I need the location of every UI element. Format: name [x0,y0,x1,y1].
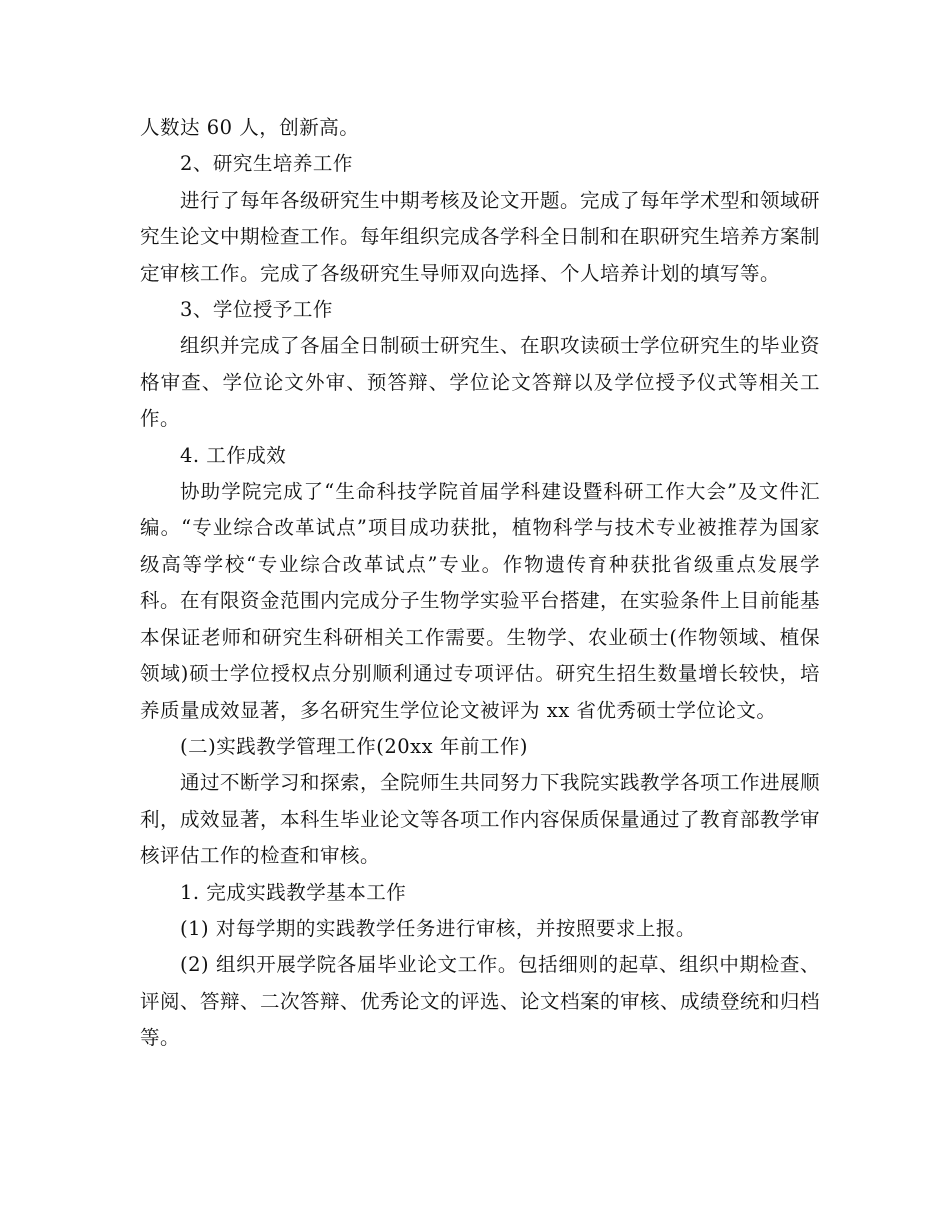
list-item-2: (2) 组织开展学院各届毕业论文工作。包括细则的起草、组织中期检查、评阅、答辩、二次答辩、优秀论文的评选、论文档案的审核、成绩登统和归档等。 [140,953,821,1050]
section-heading-postgraduate-training: 2、研究生培养工作 [180,152,353,176]
section-heading-work-results: 4. 工作成效 [180,443,287,467]
section-heading-basic-work: 1. 完成实践教学基本工作 [180,880,407,904]
paragraph-work-results: 协助学院完成了“生命科技学院首届学科建设暨科研工作大会”及文件汇编。“专业综合改革试点”项目成功获批，植物科学与技术专业被推荐为国家级高等学校“专业综合改革试点”专业。作物遗传育种获批省级重点发展学科。在有限资金范围内完成分子生物学实验平台搭建，在实验条件上目前能基本保证老师和研究生科研相关工作需要。生物学、农业硕士(作物领域、植保领域)硕士学位授权点分别顺利通过专项评估。研究生招生数量增长较快，培养质量成效显著，多名研究生学位论文被评为 xx 省优秀硕士学位论文。 [140,480,821,722]
paragraph-continuation: 人数达 60 人，创新高。 [140,116,360,139]
paragraph-degree-conferral: 组织并完成了各届全日制硕士研究生、在职攻读硕士学位研究生的毕业资格审查、学位论文外审、预答辩、学位论文答辩以及学位授予仪式等相关工作。 [140,334,821,431]
list-item-1: (1) 对每学期的实践教学任务进行审核，并按照要求上报。 [180,916,696,940]
section-heading-practice-teaching: (二)实践教学管理工作(20xx 年前工作) [180,734,528,758]
section-heading-degree-conferral: 3、学位授予工作 [180,298,333,322]
paragraph-practice-teaching: 通过不断学习和探索，全院师生共同努力下我院实践教学各项工作进展顺利，成效显著，本科生毕业论文等各项工作内容保质保量通过了教育部教学审核评估工作的检查和审核。 [140,771,821,868]
paragraph-postgraduate-training: 进行了每年各级研究生中期考核及论文开题。完成了每年学术型和领域研究生论文中期检查工作。每年组织完成各学科全日制和在职研究生培养方案制定审核工作。完成了各级研究生导师双向选择、个人培养计划的填写等。 [140,188,821,285]
document-body [140,110,820,1057]
